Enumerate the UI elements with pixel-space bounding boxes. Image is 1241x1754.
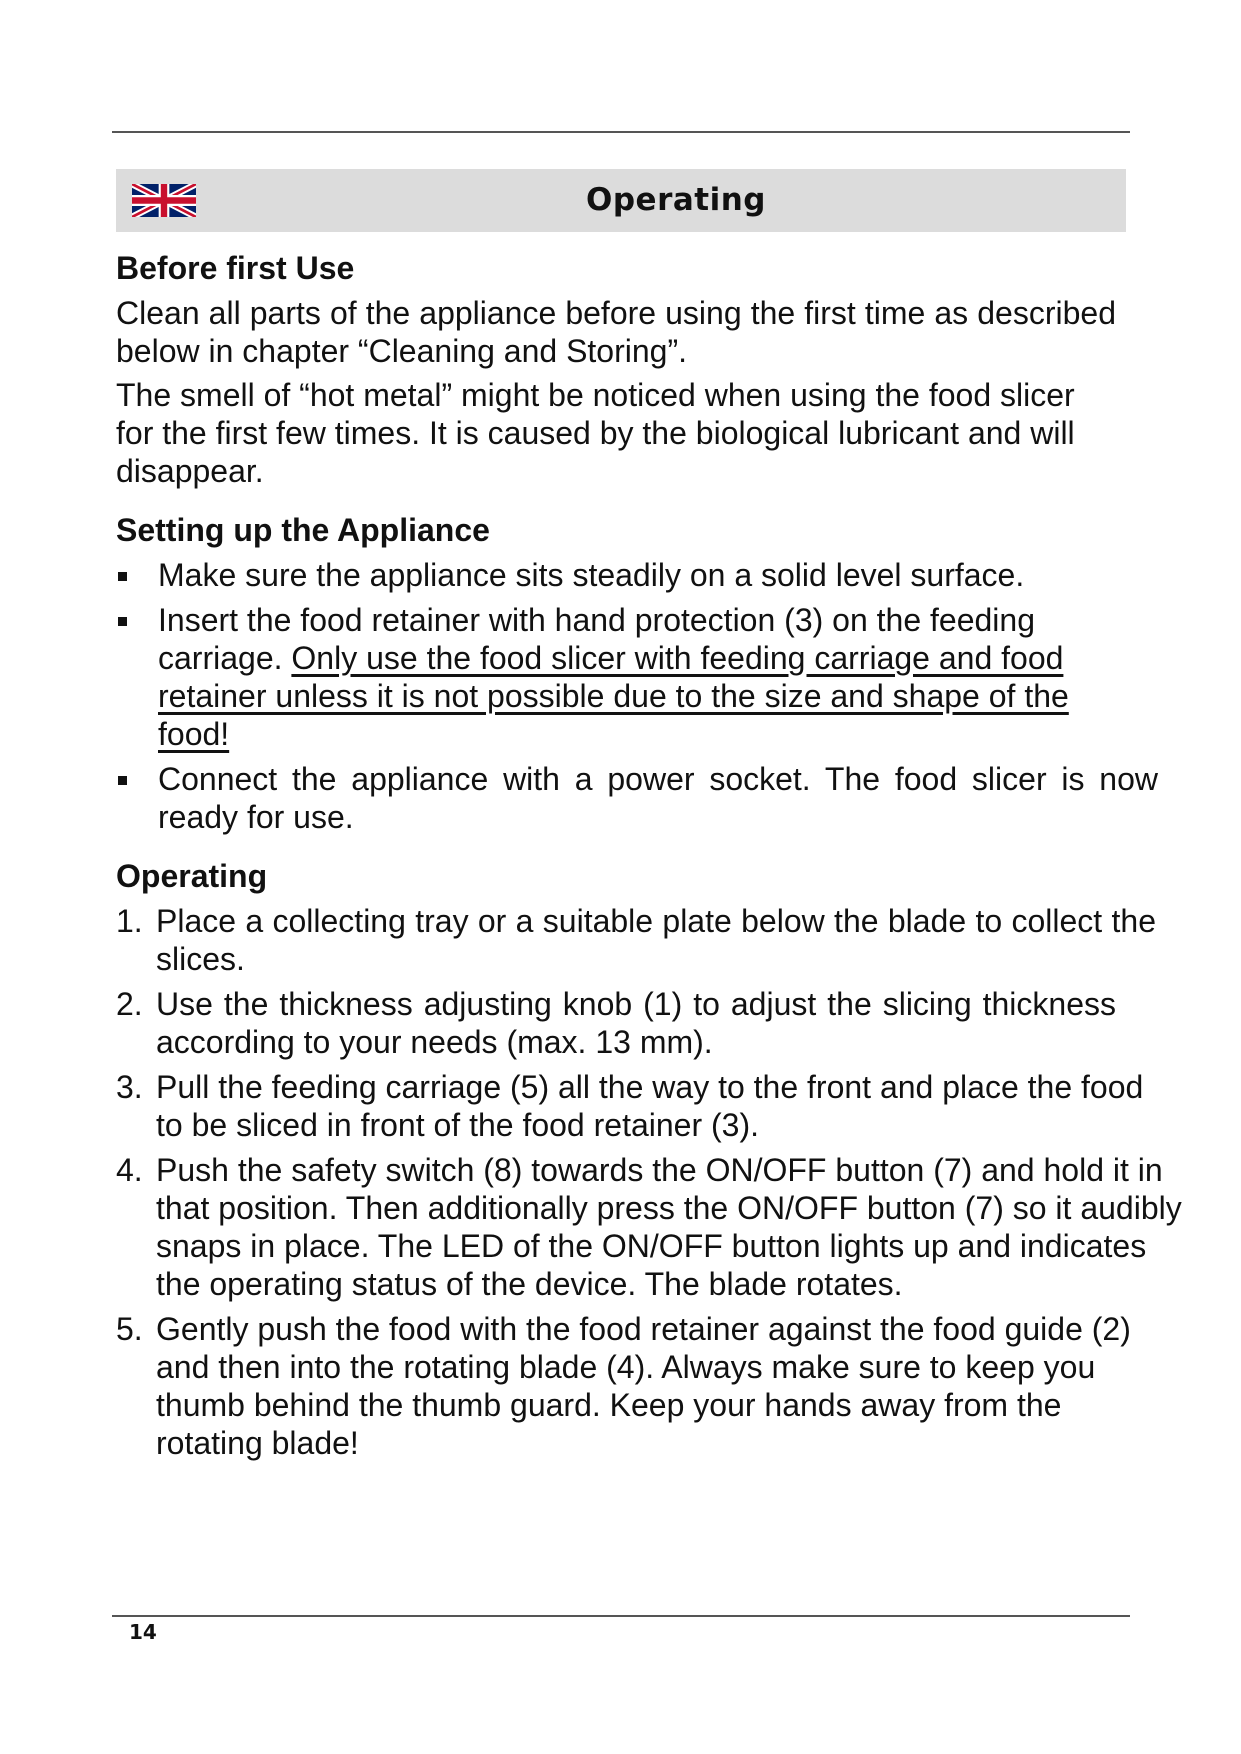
- page-title: Operating: [586, 182, 766, 218]
- list-item: [116, 1151, 1186, 1303]
- list-item-text: Insert the food retainer with hand protection (3) on the feeding carriage.: [158, 602, 1035, 676]
- heading-setting-up: Setting up the Appliance: [116, 512, 490, 548]
- main-content: [116, 248, 1182, 1469]
- step-number: 2.: [116, 986, 143, 1022]
- list-item: [116, 1068, 1156, 1144]
- list-item: [116, 902, 1156, 978]
- step-text: Pull the feeding carriage (5) all the way to the front and place the food to be sliced in front of the food retainer (3).: [156, 1069, 1144, 1143]
- paragraph: The smell of “hot metal” might be noticed when using the food slicer for the first few times. It is caused by the biological lubricant and will disappear.: [116, 377, 1075, 489]
- heading-operating: Operating: [116, 858, 268, 894]
- page-number: 14: [129, 1620, 157, 1644]
- list-item: [116, 985, 1116, 1061]
- step-number: 1.: [116, 903, 143, 939]
- step-number: 4.: [116, 1152, 143, 1188]
- list-item: [116, 601, 1118, 753]
- step-text: Gently push the food with the food retainer against the food guide (2) and then into the rotating blade (4). Always make sure to keep you thumb behind the thumb guard. Keep your hands away from the rotating blade!: [156, 1311, 1131, 1461]
- bullet-icon: [118, 572, 127, 581]
- setup-bullet-list: [116, 556, 1156, 836]
- list-item: [116, 1310, 1156, 1462]
- section-header-bar: [116, 169, 1126, 232]
- list-item-text: Connect the appliance with a power socket. The food slicer is now ready for use.: [158, 761, 1158, 835]
- step-number: 5.: [116, 1311, 143, 1347]
- bullet-icon: [118, 617, 127, 626]
- heading-before-first-use: Before first Use: [116, 250, 355, 286]
- step-text: Use the thickness adjusting knob (1) to adjust the slicing thickness according to your needs (max. 13 mm).: [156, 986, 1116, 1060]
- step-number: 3.: [116, 1069, 143, 1105]
- step-text: Push the safety switch (8) towards the ON/OFF button (7) and hold it in that position. Then additionally press the ON/OFF button (7) so it audibly snaps in place. The LED of the ON/OFF button lights up and indicates the operating status of the device. The blade rotates.: [156, 1152, 1182, 1302]
- bullet-icon: [118, 776, 127, 785]
- list-item-text: Make sure the appliance sits steadily on a solid level surface.: [158, 557, 1025, 593]
- bottom-rule: [112, 1615, 1130, 1617]
- paragraph: Clean all parts of the appliance before using the first time as described below in chapter “Cleaning and Storing”.: [116, 295, 1116, 369]
- top-rule: [112, 131, 1130, 133]
- operating-steps-list: [116, 902, 1182, 1462]
- list-item: [116, 760, 1158, 836]
- step-text: Place a collecting tray or a suitable plate below the blade to collect the slices.: [156, 903, 1156, 977]
- list-item: [116, 556, 1156, 594]
- warning-underlined-text: Only use the food slicer with feeding carriage and food retainer unless it is not possible due to the size and shape of the food!: [158, 640, 1069, 752]
